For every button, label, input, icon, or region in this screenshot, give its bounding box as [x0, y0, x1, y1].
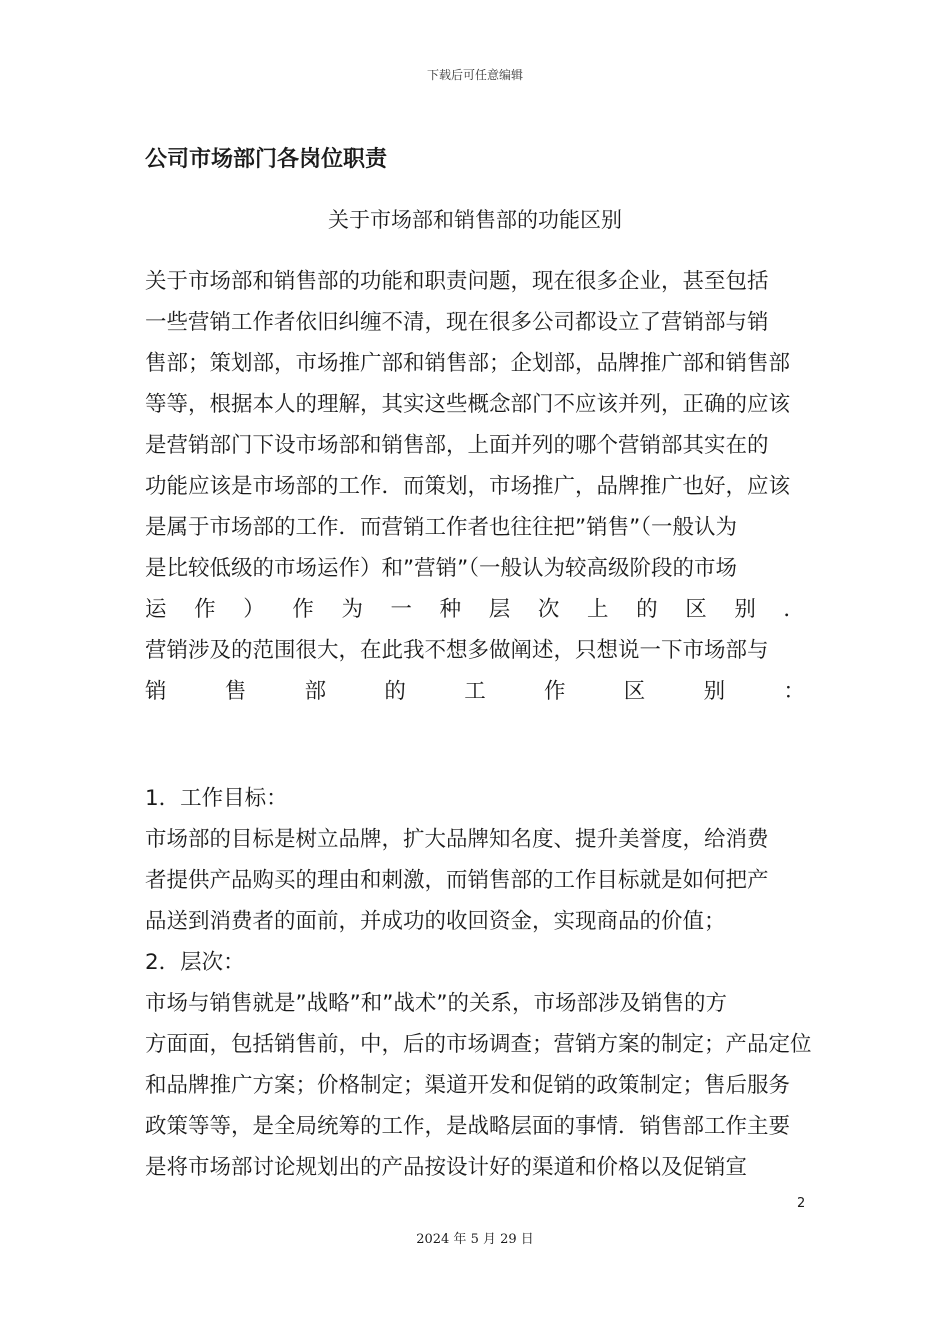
body-line: 是比较低级的市场运作）和”营销”（一般认为较高级阶段的市场: [145, 556, 738, 581]
justified-char: 一: [390, 597, 413, 622]
justified-line: [145, 596, 805, 623]
justified-char: 种: [439, 597, 462, 622]
justified-char: ．: [783, 597, 805, 622]
justified-char: 别: [703, 679, 726, 704]
justified-char: 的: [384, 679, 406, 704]
justified-char: 部: [304, 679, 327, 704]
body-line: 政策等等，是全局统筹的工作，是战略层面的事情．销售部工作主要: [145, 1114, 791, 1139]
page-footer-date: 2024 年 5 月 29 日: [416, 1232, 534, 1247]
justified-char: 作: [194, 597, 216, 622]
section-heading: 2．层次：: [145, 950, 245, 975]
justified-char: 的: [636, 597, 658, 622]
justified-line: [145, 678, 805, 705]
justified-char: 次: [537, 597, 560, 622]
justified-char: 区: [623, 679, 646, 704]
body-line: 功能应该是市场部的工作．而策划，市场推广，品牌推广也好，应该: [145, 474, 791, 499]
justified-char: 层: [488, 597, 511, 622]
page-header: 下载后可任意编辑: [426, 68, 523, 82]
justified-char: 工: [464, 679, 486, 704]
justified-char: 为: [341, 597, 363, 622]
body-line: 是属于市场部的工作．而营销工作者也往往把”销售”（一般认为: [145, 515, 738, 540]
justified-char: 运: [145, 597, 167, 622]
body-line: 营销涉及的范围很大，在此我不想多做阐述，只想说一下市场部与: [145, 638, 769, 663]
body-line: 和品牌推广方案；价格制定；渠道开发和促销的政策制定；售后服务: [145, 1073, 791, 1098]
document-title: 公司市场部门各岗位职责: [145, 147, 388, 172]
page-number: 2: [797, 1196, 806, 1211]
justified-char: 作: [292, 597, 314, 622]
justified-char: 作: [543, 679, 566, 704]
body-line: 方面面，包括销售前，中，后的市场调查；营销方案的制定；产品定位: [145, 1032, 812, 1057]
body-line: 是营销部门下设市场部和销售部，上面并列的哪个营销部其实在的: [145, 433, 769, 458]
body-line: 一些营销工作者依旧纠缠不清，现在很多公司都设立了营销部与销: [145, 310, 769, 335]
justified-char: ：: [783, 679, 805, 704]
body-line: 是将市场部讨论规划出的产品按设计好的渠道和价格以及促销宣: [145, 1155, 748, 1180]
body-line: 市场与销售就是”战略”和”战术”的关系，市场部涉及销售的方: [145, 991, 728, 1016]
justified-char: 别: [734, 597, 756, 622]
body-line: 市场部的目标是树立品牌，扩大品牌知名度、提升美誉度，给消费: [145, 827, 769, 852]
justified-char: 上: [586, 597, 609, 622]
body-line: 售部；策划部，市场推广部和销售部；企划部，品牌推广部和销售部: [145, 351, 791, 376]
body-line: 等等，根据本人的理解，其实这些概念部门不应该并列，正确的应该: [145, 392, 791, 417]
justified-char: ）: [243, 597, 265, 622]
body-line: 关于市场部和销售部的功能和职责问题，现在很多企业，甚至包括: [145, 269, 769, 294]
justified-char: 销: [145, 679, 167, 704]
justified-char: 区: [685, 597, 707, 622]
section-heading: 1．工作目标：: [145, 786, 288, 811]
justified-char: 售: [224, 679, 247, 704]
body-line: 品送到消费者的面前，并成功的收回资金，实现商品的价值；: [145, 909, 726, 934]
section-subtitle: 关于市场部和销售部的功能区别: [328, 208, 622, 232]
body-line: 者提供产品购买的理由和刺激，而销售部的工作目标就是如何把产: [145, 868, 769, 893]
